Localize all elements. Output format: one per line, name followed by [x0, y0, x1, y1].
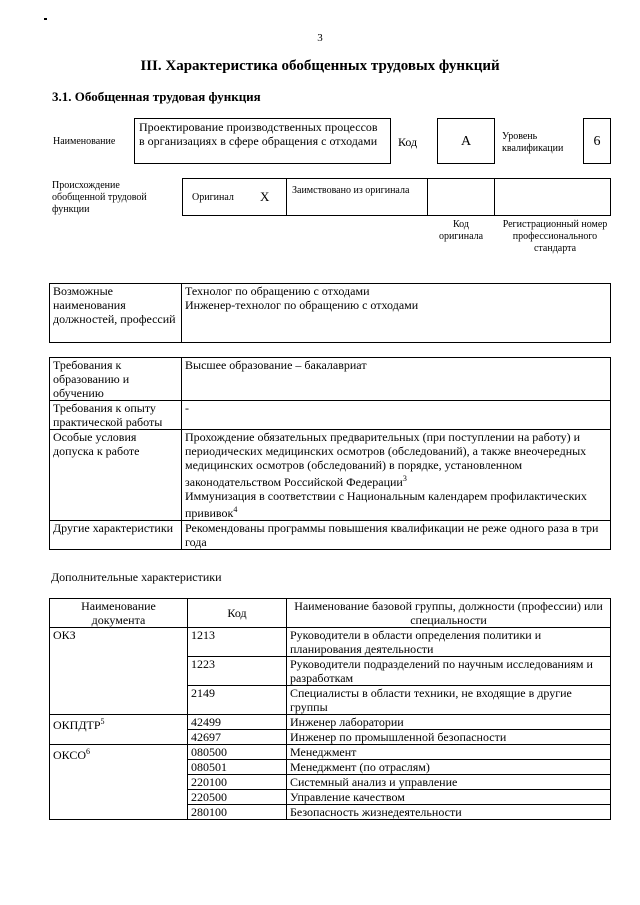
code-box	[437, 118, 495, 164]
table-row	[50, 521, 611, 550]
divider	[286, 179, 287, 215]
name-cell: Инженер лаборатории	[287, 715, 611, 730]
additional-table	[49, 598, 611, 820]
position-item: Инженер-технолог по обращению с отходами	[185, 298, 419, 312]
code-cell: 220500	[188, 790, 287, 805]
code-value: A	[460, 134, 472, 149]
table-row	[50, 715, 611, 730]
code-cell: 42697	[188, 730, 287, 745]
table-row	[50, 745, 611, 760]
req-value: Высшее образование – бакалавриат	[182, 358, 611, 401]
borrowed-label: Заимствовано из оригинала	[292, 185, 410, 196]
table-row	[50, 628, 611, 657]
doc-okpdtr	[50, 715, 188, 745]
code-cell: 280100	[188, 805, 287, 820]
level-value: 6	[593, 134, 601, 149]
origin-label: Происхождение обобщенной трудовой функции	[52, 180, 147, 215]
reg-number-label: Регистрационный номер профессионального стандарта	[502, 219, 608, 254]
footnote-ref: 4	[233, 505, 238, 514]
req-text: Прохождение обязательных предварительных (при поступлении на работу) и периодических медицинских осмотров (обследований), а также внеочередных медицинских осмотров (обследований) в порядке, установленном законодательством Российской Федерации	[185, 430, 587, 489]
requirements-table	[49, 357, 611, 550]
positions-label: Возможные наименования должностей, профессий	[50, 284, 182, 343]
page-number: 3	[317, 32, 323, 44]
name-cell: Менеджмент (по отраслям)	[287, 760, 611, 775]
doc-okso	[50, 745, 188, 820]
name-cell: Специалисты в области техники, не входящие в другие группы	[287, 686, 611, 715]
req-text: Иммунизация в соответствии с Национальным календарем профилактических прививок	[185, 489, 587, 520]
section-title: III. Характеристика обобщенных трудовых функций	[140, 58, 500, 74]
code-cell: 2149	[188, 686, 287, 715]
req-label: Требования к образованию и обучению	[50, 358, 182, 401]
code-cell: 1213	[188, 628, 287, 657]
footnote-ref: 3	[402, 474, 407, 483]
subsection-title: 3.1. Обобщенная трудовая функция	[52, 89, 261, 104]
table-row	[50, 358, 611, 401]
function-name-value: Проектирование производственных процессов в организациях в сфере обращения с отходами	[139, 120, 378, 148]
code-cell: 080500	[188, 745, 287, 760]
level-label: Уровень квалификации	[502, 131, 564, 154]
doc-label: ОКПДТР	[53, 718, 101, 732]
additional-title: Дополнительные характеристики	[51, 570, 222, 584]
header-code: Код	[188, 599, 287, 628]
level-box	[583, 118, 611, 164]
table-row	[50, 430, 611, 521]
divider	[610, 179, 611, 215]
name-cell: Системный анализ и управление	[287, 775, 611, 790]
name-cell: Руководители подразделений по научным исследованиям и разработкам	[287, 657, 611, 686]
code-original-label: Код оригинала	[438, 219, 484, 242]
code-cell: 42499	[188, 715, 287, 730]
position-item: Технолог по обращению с отходами	[185, 284, 370, 298]
doc-okz: ОКЗ	[50, 628, 188, 715]
scan-mark	[44, 18, 47, 20]
origin-row	[182, 178, 611, 216]
name-label: Наименование	[53, 136, 116, 147]
footnote-ref: 6	[86, 747, 91, 756]
req-label: Особые условия допуска к работе	[50, 430, 182, 521]
req-label: Требования к опыту практической работы	[50, 401, 182, 430]
footnote-ref: 5	[100, 717, 105, 726]
code-cell: 220100	[188, 775, 287, 790]
doc-label: ОКСО	[53, 748, 87, 762]
req-value: Рекомендованы программы повышения квалификации не реже одного раза в три года	[182, 521, 611, 550]
positions-values	[182, 284, 611, 343]
table-row	[50, 401, 611, 430]
code-label: Код	[398, 135, 418, 149]
name-cell: Инженер по промышленной безопасности	[287, 730, 611, 745]
name-cell: Менеджмент	[287, 745, 611, 760]
header-doc: Наименование документа	[50, 599, 188, 628]
divider	[182, 179, 183, 215]
table-header-row	[50, 599, 611, 628]
req-value	[182, 430, 611, 521]
name-cell: Безопасность жизнедеятельности	[287, 805, 611, 820]
divider	[494, 179, 495, 215]
req-label: Другие характеристики	[50, 521, 182, 550]
name-cell: Управление качеством	[287, 790, 611, 805]
original-label: Оригинал	[192, 192, 234, 203]
positions-table	[49, 283, 611, 343]
req-value: -	[182, 401, 611, 430]
divider	[427, 179, 428, 215]
table-row	[50, 284, 611, 343]
original-mark: X	[260, 189, 270, 204]
code-cell: 1223	[188, 657, 287, 686]
code-cell: 080501	[188, 760, 287, 775]
header-name: Наименование базовой группы, должности (профессии) или специальности	[287, 599, 611, 628]
name-cell: Руководители в области определения политики и планирования деятельности	[287, 628, 611, 657]
function-name-box	[134, 118, 391, 164]
